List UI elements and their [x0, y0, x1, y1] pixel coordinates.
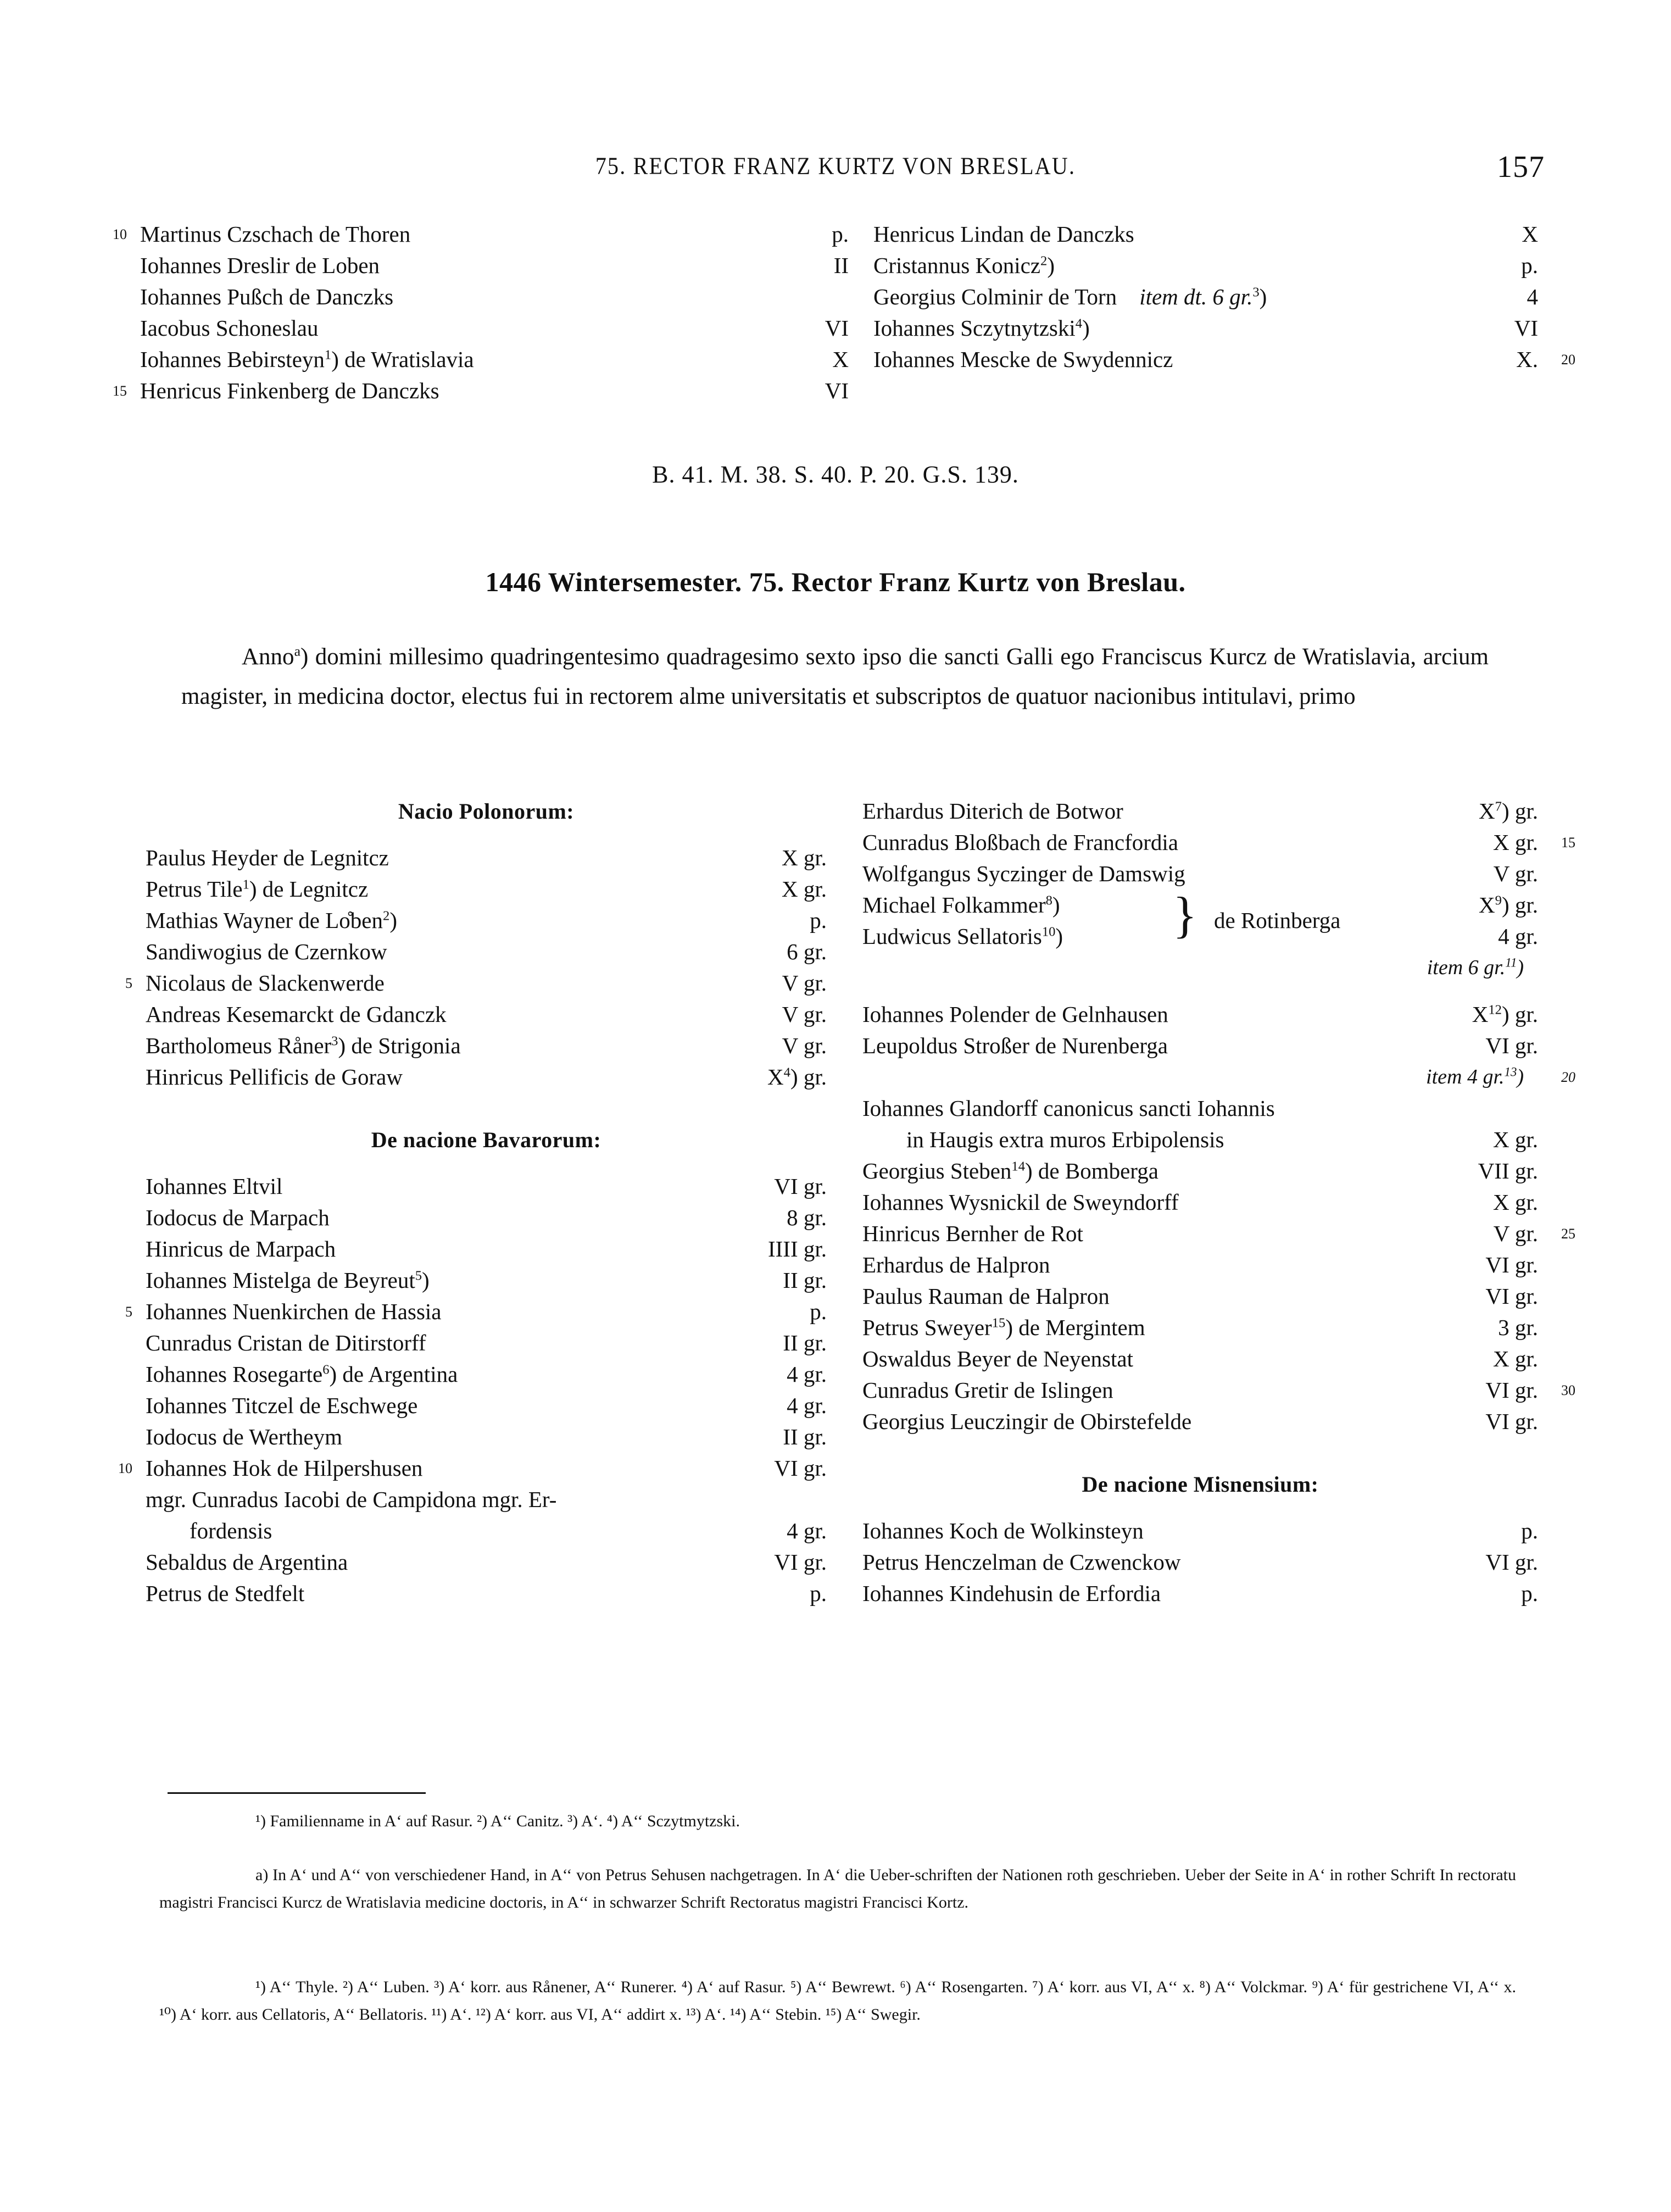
intro-body: ) domini millesimo quadringentesimo quadragesimo sexto ipso die sancti Galli ego Franciscus Kurcz de Wratislavia, arcium magister, in medicina doctor, electus fui in rectorem alme universitatis et subscriptos de quatuor nacionibus intitulavi, primo — [181, 644, 1489, 709]
entry-fee: IIII gr. — [767, 1236, 827, 1261]
entry-name: Petrus Henczelman de Czwenckow — [862, 1549, 1181, 1575]
entry-name: Cunradus Gretir de Islingen — [862, 1377, 1113, 1403]
line-number: 5 — [125, 975, 132, 991]
entry-name: Erhardus de Halpron — [862, 1252, 1050, 1277]
brace-label: de Rotinberga — [1214, 908, 1341, 933]
entry-name: in Haugis extra muros Erbipolensis — [906, 1127, 1224, 1152]
entry-row — [862, 1547, 1538, 1578]
entry-row — [862, 827, 1575, 858]
entry-fee: 4 — [1527, 284, 1538, 309]
entry-row — [146, 1061, 827, 1093]
entry-name: Hinricus Bernher de Rot — [862, 1221, 1083, 1246]
totals-summary: B. 41. M. 38. S. 40. P. 20. G.S. 139. — [652, 461, 1019, 488]
entry-row — [125, 968, 827, 999]
entry-row — [862, 999, 1538, 1030]
footnote-block-a: ¹) Familienname in A‘ auf Rasur. ²) A‘‘ Canitz. ³) A‘. ⁴) A‘‘ Sczytmytzski. — [255, 1812, 740, 1830]
entry-row — [146, 1421, 827, 1453]
entry-name: Iohannes Glandorff canonicus sancti Iohannis — [862, 1096, 1275, 1121]
entry-name: Georgius Colminir de Torn item dt. 6 gr.$^3$) — [873, 284, 1267, 309]
entry-name: Iohannes Hok de Hilpershusen — [146, 1455, 423, 1481]
entry-row — [862, 1093, 1538, 1124]
entry-fee: X gr. — [1493, 1127, 1538, 1152]
line-number: 10 — [118, 1460, 132, 1476]
entry-fee: X gr. — [1493, 1346, 1538, 1371]
footnote-rule — [168, 1792, 426, 1794]
entry-fee: VI gr. — [774, 1455, 827, 1481]
entry-row — [862, 796, 1538, 827]
entry-row — [862, 1030, 1538, 1061]
entry-name: Petrus Sweyer$^{15}$) de Mergintem — [862, 1315, 1145, 1340]
entry-fee: VI gr. — [1485, 1409, 1538, 1434]
entry-row — [146, 999, 827, 1030]
entry-name: Andreas Kesemarckt de Gdanczk — [146, 1002, 447, 1027]
entry-row — [873, 250, 1538, 281]
entry-name: Petrus Tile$^1$) de Legnitcz — [146, 876, 369, 902]
entry-row — [862, 1406, 1538, 1437]
entry-name: Paulus Heyder de Legnitcz — [146, 845, 389, 870]
entry-row — [862, 1187, 1538, 1218]
entry-fee: VI gr. — [774, 1549, 827, 1575]
entry-name: Iacobus Schoneslau — [140, 315, 319, 341]
entry-fee: VI gr. — [1485, 1377, 1538, 1403]
entry-row — [873, 313, 1538, 344]
entry-fee: $X^7$) gr. — [1479, 798, 1538, 824]
entry-fee: VI gr. — [774, 1174, 827, 1199]
register-block — [0, 796, 1671, 1609]
entry-name: Iohannes Kindehusin de Erfordia — [862, 1581, 1161, 1606]
entry-fee: 4 gr. — [1498, 924, 1538, 949]
entry-row — [146, 1390, 827, 1421]
section-heading: 1446 Wintersemester. 75. Rector Franz Kurtz von Breslau. — [485, 566, 1186, 597]
entry-row — [146, 1515, 827, 1547]
footnote-block-b: a) In A‘ und A‘‘ von verschiedener Hand, in A‘‘ von Petrus Sehusen nachgetragen. In A‘ die Ueber-schriften der Nationen roth geschrieben. Ueber der Seite in A‘ in rother Schrift In rectoratu magistri Francisci Kurcz de Wratislavia medicine doctoris, in A‘‘ in schwarzer Schrift Rectoratus magistri Francisci Kortz. — [159, 1866, 1516, 1911]
entry-row — [873, 281, 1538, 313]
top-entry-block — [0, 219, 1671, 407]
entry-fee: V gr. — [1493, 1221, 1538, 1246]
entry-name: Henricus Finkenberg de Danczks — [140, 378, 439, 403]
entry-name: Iohannes Wysnickil de Sweyndorff — [862, 1190, 1179, 1215]
curly-brace-icon: } — [1173, 887, 1197, 943]
entry-fee: V gr. — [782, 1033, 827, 1058]
entry-row — [862, 1578, 1538, 1609]
item-note-11: item 6 gr.$^{11}$) — [1427, 955, 1524, 979]
entry-row — [862, 1124, 1538, 1155]
entry-name: Bartholomeus Råner$^3$) de Strigonia — [146, 1033, 461, 1058]
entry-fee: V gr. — [1493, 861, 1538, 886]
entry-row — [146, 842, 827, 874]
entry-name: Sebaldus de Argentina — [146, 1549, 348, 1575]
entry-row — [146, 1547, 827, 1578]
entry-fee: X gr. — [782, 876, 827, 902]
entry-name: Iohannes Titczel de Eschwege — [146, 1393, 418, 1418]
entry-name: Hinricus Pellificis de Goraw — [146, 1064, 403, 1090]
entry-row — [862, 1343, 1538, 1375]
entry-row — [862, 1155, 1538, 1187]
entry-fee: VI — [825, 315, 849, 341]
margin-line-number: 20 — [1561, 352, 1575, 368]
vertical-spacer — [862, 1437, 1538, 1469]
entry-fee: VI gr. — [1485, 1252, 1538, 1277]
entry-fee: X gr. — [1493, 1190, 1538, 1215]
entry-name: Iohannes Rosegarte$^6$) de Argentina — [146, 1361, 458, 1387]
entry-row — [146, 905, 827, 936]
entry-name: Iohannes Mescke de Swydennicz — [873, 347, 1173, 372]
entry-fee: V gr. — [782, 970, 827, 996]
vertical-spacer — [862, 983, 1538, 999]
entry-fee: II gr. — [783, 1268, 827, 1293]
entry-fee: $X^4$) gr. — [767, 1064, 827, 1090]
entry-row — [113, 375, 849, 407]
entry-row — [113, 219, 849, 250]
entry-name: Henricus Lindan de Danczks — [873, 221, 1134, 247]
entry-name: Iohannes Dreslir de Loben — [140, 253, 380, 278]
entry-fee: p. — [810, 908, 827, 933]
entry-fee: 4 gr. — [787, 1518, 827, 1543]
entry-fee: p. — [832, 221, 849, 247]
intro-paragraph — [181, 637, 1489, 716]
entry-name: Iodocus de Wertheym — [146, 1424, 343, 1449]
entry-fee: p. — [1521, 1581, 1538, 1606]
item-note-13: item 4 gr.$^{13}$) 20 — [1426, 1065, 1575, 1088]
entry-name: Iodocus de Marpach — [146, 1205, 330, 1230]
entry-name: Iohannes Sczytnytzski$^4$) — [873, 315, 1090, 341]
entry-row — [146, 1171, 827, 1202]
entry-name: Iohannes Koch de Wolkinsteyn — [862, 1518, 1144, 1543]
entry-fee: $X^{12}$) gr. — [1472, 1002, 1538, 1027]
entry-name: Iohannes Eltvil — [146, 1174, 283, 1199]
entry-row — [873, 219, 1538, 250]
entry-fee: 6 gr. — [787, 939, 827, 964]
entry-row — [125, 1296, 827, 1327]
top-left-column — [113, 219, 849, 407]
entry-fee: VI — [825, 378, 849, 403]
entry-row — [146, 1484, 827, 1515]
margin-line-number: 15 — [1561, 835, 1575, 851]
entry-fee: VI gr. — [1485, 1033, 1538, 1058]
entry-name: Cunradus Bloßbach de Francfordia — [862, 830, 1178, 855]
line-number: 15 — [113, 383, 127, 399]
entry-name: Hinricus de Marpach — [146, 1236, 336, 1261]
entry-name: Leupoldus Stroßer de Nurenberga — [862, 1033, 1168, 1058]
entry-row — [862, 1375, 1575, 1406]
top-right-column — [873, 219, 1575, 407]
entry-fee: X — [832, 347, 849, 372]
entry-name: Oswaldus Beyer de Neyenstat — [862, 1346, 1134, 1371]
intro-lead: Anno$^a$ — [242, 643, 301, 670]
entry-row — [146, 1030, 827, 1061]
entry-name: Paulus Rauman de Halpron — [862, 1283, 1110, 1309]
nation-heading-misnensium: De nacione Misnensium: — [1082, 1472, 1319, 1497]
entry-name: Iohannes Mistelga de Beyreut$^5$) — [146, 1268, 430, 1293]
brace-group — [862, 887, 1538, 952]
entry-fee: p. — [810, 1299, 827, 1324]
vertical-spacer — [862, 1500, 1538, 1515]
entry-fee: 4 gr. — [787, 1361, 827, 1387]
entry-name: Iohannes Nuenkirchen de Hassia — [146, 1299, 442, 1324]
entry-fee: V gr. — [782, 1002, 827, 1027]
entry-fee: p. — [810, 1581, 827, 1606]
entry-name: Sandiwogius de Czernkow — [146, 939, 387, 964]
entry-row — [146, 936, 827, 968]
entry-name: fordensis — [190, 1518, 272, 1543]
entry-fee: p. — [1521, 253, 1538, 278]
entry-name: Cristannus Konicz$^2$) — [873, 253, 1055, 278]
vertical-spacer — [146, 1093, 827, 1124]
entry-row — [146, 874, 827, 905]
margin-line-number: 30 — [1561, 1382, 1575, 1398]
entry-name: Cunradus Cristan de Ditirstorff — [146, 1330, 426, 1355]
entry-fee: X gr. — [782, 845, 827, 870]
entry-row — [140, 313, 849, 344]
entry-row — [862, 921, 1538, 952]
entry-fee: VII gr. — [1478, 1158, 1538, 1183]
nation-heading-bavarorum: De nacione Bavarorum: — [371, 1127, 601, 1152]
entry-fee: $X^9$) gr. — [1479, 892, 1538, 918]
entry-name: Petrus de Stedfelt — [146, 1581, 305, 1606]
entry-row — [146, 1578, 827, 1609]
entry-row — [862, 1249, 1538, 1281]
entry-row — [146, 1327, 827, 1359]
entry-row — [862, 1218, 1575, 1249]
entry-row — [146, 1265, 827, 1296]
line-number: 5 — [125, 1304, 132, 1320]
entry-name: Ludwicus Sellatoris$^{10}$) — [862, 924, 1063, 949]
entry-row — [862, 858, 1538, 890]
entry-row — [146, 1359, 827, 1390]
entry-name: Michael Folkammer$^8$) — [862, 892, 1060, 918]
footnote-block-c: ¹) A‘‘ Thyle. ²) A‘‘ Luben. ³) A‘ korr. aus Rånener, A‘‘ Runerer. ⁴) A‘ auf Rasur. ⁵) A‘‘ Bewrewt. ⁶) A‘‘ Rosengarten. ⁷) A‘ korr. aus VI, A‘‘ x. ⁸) A‘‘ Volckmar. ⁹) A‘ für gestrichene VI, A‘‘ x. ¹⁰) A‘ korr. aus Cellatoris, A‘‘ Bellatoris. ¹¹) A‘. ¹²) A‘ korr. aus VI, A‘‘ addirt x. ¹³) A‘. ¹⁴) A‘‘ Stebin. ¹⁵) A‘‘ Swegir. — [159, 1978, 1516, 2024]
entry-fee: 4 gr. — [787, 1393, 827, 1418]
entry-name: Mathias Wayner de Lo̊ben$^2$) — [146, 908, 397, 933]
entry-fee: 3 gr. — [1498, 1315, 1538, 1340]
line-number: 10 — [113, 226, 127, 242]
entry-row — [146, 1233, 827, 1265]
entry-name: Nicolaus de Slackenwerde — [146, 970, 385, 996]
vertical-spacer — [146, 827, 827, 842]
vertical-spacer — [146, 1155, 827, 1171]
entry-row — [140, 344, 849, 375]
page-number: 157 — [1497, 150, 1545, 184]
entry-fee: p. — [1521, 1518, 1538, 1543]
entry-name: Georgius Steben$^{14}$) de Bomberga — [862, 1158, 1158, 1183]
entry-row — [118, 1453, 827, 1484]
entry-name: Erhardus Diterich de Botwor — [862, 798, 1123, 824]
entry-fee: VI gr. — [1485, 1549, 1538, 1575]
register-right-column — [862, 796, 1575, 1609]
entry-name: Martinus Czschach de Thoren — [140, 221, 411, 247]
entry-name: Georgius Leuczingir de Obirstefelde — [862, 1409, 1192, 1434]
entry-row — [873, 344, 1575, 375]
entry-fee: VI — [1514, 315, 1538, 341]
nation-heading-polonorum: Nacio Polonorum: — [398, 799, 575, 824]
entry-fee: II gr. — [783, 1424, 827, 1449]
entry-fee: 8 gr. — [787, 1205, 827, 1230]
entry-row — [140, 250, 849, 281]
entry-row — [862, 1281, 1538, 1312]
margin-line-number: 25 — [1561, 1226, 1575, 1242]
entry-name: Wolfgangus Syczinger de Damswig — [862, 861, 1185, 886]
entry-row — [146, 1202, 827, 1233]
entry-fee: X. — [1516, 347, 1538, 372]
entry-row — [862, 1515, 1538, 1547]
entry-name: mgr. Cunradus Iacobi de Campidona mgr. Er- — [146, 1487, 557, 1512]
entry-row — [140, 281, 849, 313]
register-left-column — [118, 796, 827, 1609]
entry-fee: II — [833, 253, 849, 278]
entry-row — [862, 890, 1538, 921]
running-head — [0, 153, 1671, 179]
entry-name: Iohannes Pußch de Danczks — [140, 284, 394, 309]
entry-fee: VI gr. — [1485, 1283, 1538, 1309]
entry-row — [862, 1312, 1538, 1343]
entry-fee: X gr. — [1493, 830, 1538, 855]
entry-name: Iohannes Bebirsteyn$^1$) de Wratislavia — [140, 347, 474, 372]
entry-name: Iohannes Polender de Gelnhausen — [862, 1002, 1168, 1027]
entry-fee: II gr. — [783, 1330, 827, 1355]
entry-fee: X — [1522, 221, 1538, 247]
running-head-title: 75. RECTOR FRANZ KURTZ VON BRESLAU. — [595, 152, 1076, 180]
